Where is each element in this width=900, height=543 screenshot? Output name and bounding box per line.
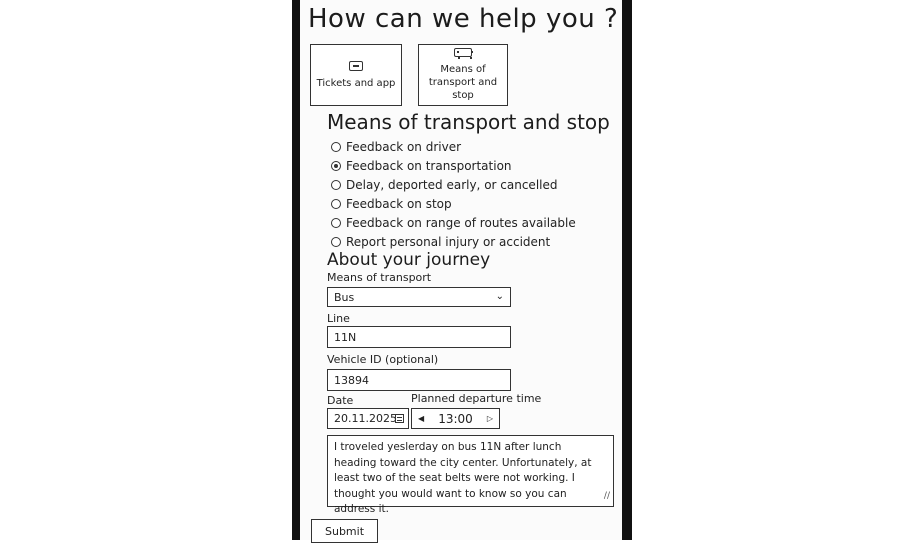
line-input[interactable] [327,326,511,348]
journey-section-title: About your journey [327,250,491,270]
means-of-transport-value: Bus [334,290,355,304]
comment-text: I troveled yeslerday on bus 11N after lunch heading toward the city center. Unfortunately, at least two of the seat belts were not working. I thought you would want to know so you can address it. [334,441,592,515]
radio-option-transportation[interactable] [331,156,576,175]
departure-time-stepper[interactable] [411,408,500,429]
section-title: Means of transport and stop [327,110,610,134]
radio-option-delay[interactable] [331,175,576,194]
calendar-icon[interactable] [395,414,404,423]
page-title: How can we help you ? [308,4,619,34]
chevron-down-icon: ⌄ [495,291,504,302]
line-value: 11N [334,330,357,344]
vehicle-id-input[interactable] [327,369,511,391]
vehicle-id-label: Vehicle ID (optional) [327,353,439,366]
category-transport-button[interactable] [418,44,508,106]
category-transport-label: Means of transport and stop [428,64,498,101]
departure-time-label: Planned departure time [411,392,542,405]
time-increment-icon[interactable]: ▷ [486,414,493,423]
means-of-transport-label: Means of transport [327,271,432,284]
date-value: 20.11.2025 [334,412,397,425]
means-of-transport-select[interactable] [327,287,511,307]
radio-label: Feedback on range of routes available [346,215,576,230]
radio-button[interactable] [331,199,341,209]
radio-label: Feedback on stop [346,196,452,211]
radio-button[interactable] [331,180,341,190]
radio-button[interactable] [331,142,341,152]
radio-label: Feedback on transportation [346,158,512,173]
radio-option-injury[interactable] [331,232,576,251]
resize-grip-icon[interactable]: ∕∕ [603,490,610,501]
radio-label: Delay, deported early, or cancelled [346,177,558,192]
date-label: Date [327,394,354,407]
date-input[interactable] [327,408,409,429]
comment-textarea[interactable] [327,435,614,515]
radio-label: Report personal injury or accident [346,234,551,249]
category-tickets-label: Tickets and app [316,77,396,89]
submit-button[interactable]: Submit [311,519,378,543]
radio-option-stop[interactable] [331,194,576,213]
radio-button[interactable] [331,237,341,247]
time-decrement-icon[interactable]: ◀ [418,414,425,423]
line-label: Line [327,312,350,325]
bus-icon [454,48,472,57]
radio-option-routes[interactable] [331,213,576,232]
radio-label: Feedback on driver [346,139,462,154]
feedback-type-radio-group [331,137,576,251]
vehicle-id-value: 13894 [334,373,369,387]
radio-button[interactable] [331,218,341,228]
radio-option-driver[interactable] [331,137,576,156]
radio-button-selected[interactable] [331,161,341,171]
ticket-icon [349,61,363,71]
category-tickets-button[interactable] [310,44,402,106]
feedback-screen [300,0,622,540]
departure-time-value: 13:00 [438,411,473,426]
